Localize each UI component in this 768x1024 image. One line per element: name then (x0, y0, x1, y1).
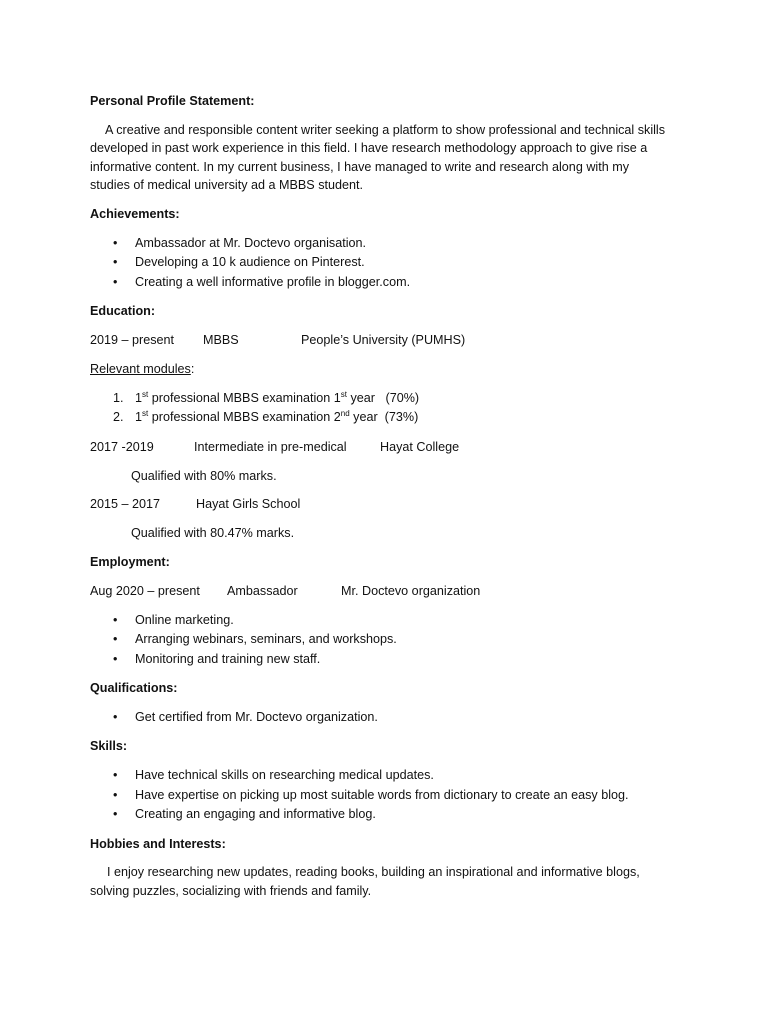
education-entry-mbbs (90, 331, 690, 350)
skills-heading: Skills: (90, 739, 128, 754)
profile-line: A creative and responsible content writer seeking a platform to show professional and technical skills (105, 122, 666, 137)
skills-list (90, 766, 690, 825)
bullet-icon: • (113, 235, 118, 250)
bullet-icon: • (113, 787, 118, 802)
education-institution: Hayat College (380, 439, 460, 454)
list-item: • Creating an engaging and informative blog. (90, 805, 690, 825)
employment-entry (90, 582, 690, 601)
hobbies-heading: Hobbies and Interests: (90, 836, 226, 851)
employment-organization: Mr. Doctevo organization (341, 583, 481, 598)
employment-period: Aug 2020 – present (90, 583, 200, 598)
hobbies-line: solving puzzles, socializing with friends and family. (90, 884, 372, 899)
modules-list (90, 389, 690, 428)
list-item: 1. 1st professional MBBS examination 1st year (70%) (113, 389, 420, 405)
bullet-icon: • (113, 632, 118, 647)
bullet-icon: • (113, 612, 118, 627)
bullet-icon: • (113, 255, 118, 270)
profile-heading: Personal Profile Statement: (90, 94, 255, 108)
list-item: • Arranging webinars, seminars, and workshops. (90, 630, 690, 650)
bullet-icon: • (113, 709, 118, 724)
education-note: Qualified with 80.47% marks. (131, 526, 295, 541)
education-heading: Education: (90, 304, 156, 319)
education-entry-intermediate (90, 438, 690, 457)
list-item: • Have technical skills on researching medical updates. (90, 766, 690, 786)
profile-line: developed in past work experience in this field. I have research methodology approach to give rise a (90, 141, 648, 156)
relevant-modules-label: Relevant modules: (90, 361, 195, 376)
education-institution: People’s University (PUMHS) (301, 332, 466, 347)
profile-statement (90, 121, 690, 195)
list-item: • Creating a well informative profile in blogger.com. (90, 273, 690, 293)
list-item: • Online marketing. (90, 611, 690, 631)
qualifications-heading: Qualifications: (90, 681, 178, 696)
qualifications-list (90, 708, 690, 728)
list-item: • Monitoring and training new staff. (90, 650, 690, 670)
list-item: • Ambassador at Mr. Doctevo organisation. (90, 234, 690, 254)
resume-page (90, 92, 690, 901)
list-item: • Developing a 10 k audience on Pinterest. (90, 253, 690, 273)
list-item: 2. 1st professional MBBS examination 2nd year (73%) (113, 408, 419, 425)
bullet-icon: • (113, 651, 118, 666)
hobbies-statement (90, 863, 690, 900)
achievements-list (90, 234, 690, 293)
profile-line: informative content. In my current business, I have managed to write and research along with my (90, 159, 629, 174)
education-entry-school (90, 495, 690, 514)
bullet-icon: • (113, 274, 118, 289)
education-institution: Hayat Girls School (196, 497, 301, 512)
profile-line: studies of medical university ad a MBBS student. (90, 178, 363, 193)
employment-duties-list (90, 611, 690, 670)
education-period: 2015 – 2017 (90, 497, 161, 512)
list-item: • Get certified from Mr. Doctevo organization. (90, 708, 690, 728)
list-item: • Have expertise on picking up most suitable words from dictionary to create an easy blog. (90, 786, 690, 806)
employment-role: Ambassador (227, 583, 298, 598)
bullet-icon: • (113, 768, 118, 783)
employment-heading: Employment: (90, 554, 170, 569)
achievements-heading: Achievements: (90, 206, 180, 221)
education-note: Qualified with 80% marks. (131, 468, 277, 483)
education-period: 2017 -2019 (90, 439, 154, 454)
education-program: Intermediate in pre-medical (194, 439, 347, 454)
education-degree: MBBS (203, 332, 239, 347)
bullet-icon: • (113, 807, 118, 822)
education-period: 2019 – present (90, 332, 175, 347)
hobbies-line: I enjoy researching new updates, reading books, building an inspirational and informative blogs, (107, 865, 640, 880)
